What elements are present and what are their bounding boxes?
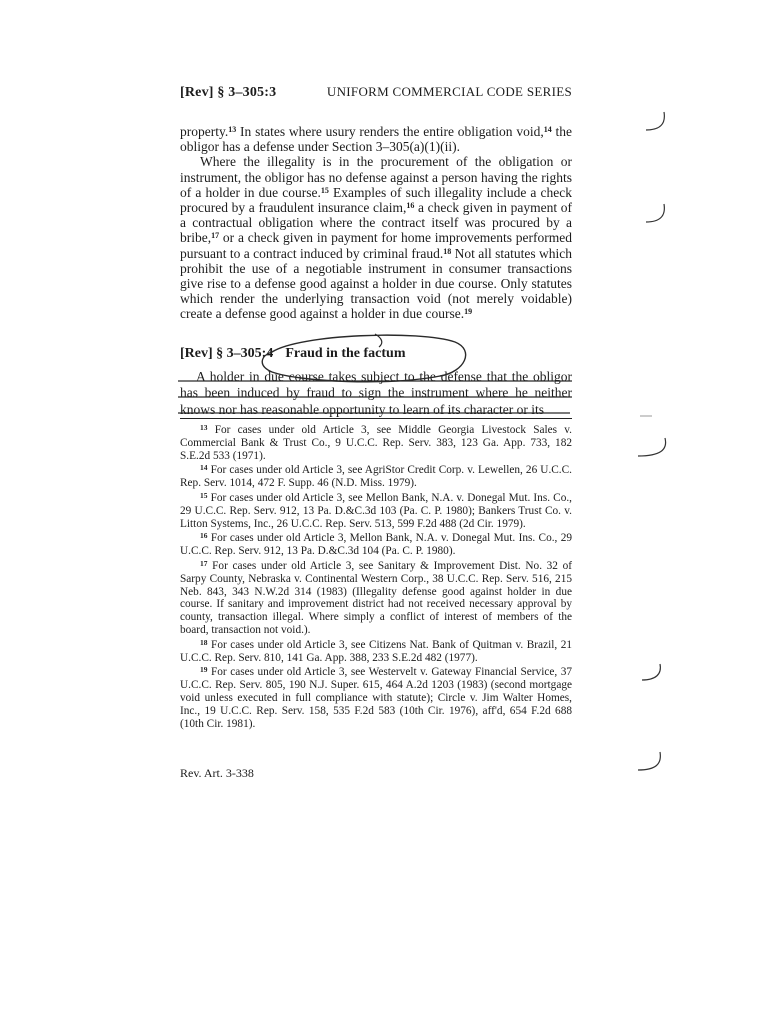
footnote-ref: 18 [443, 246, 452, 256]
footnote [180, 560, 572, 637]
footnote-ref: 14 [543, 125, 552, 134]
footnote-number: 15 [200, 490, 208, 500]
footnote [180, 492, 572, 530]
paragraph [180, 124, 572, 154]
footnote [180, 666, 572, 730]
section-number: [Rev] § 3–305:4 [180, 346, 274, 361]
footnote-ref: 19 [464, 307, 473, 317]
text-run: the obligor has a defense under Section 3–305(a)(1)(ii). [180, 124, 572, 155]
footnote-number: 14 [200, 463, 208, 473]
footnote-text: For cases under old Article 3, see Sanitary & Improvement Dist. No. 32 of Sarpy County, Nebraska v. Continental Western Corp., 38 U.C.C. Rep. Serv. 516, 215 Neb. 843, 343 N.W.2d 314 (1983) (Illegality defense good against holder in due course. If sanitary and improvement district had not received necessary approval by county, transaction illegal. Where simply a conflict of interest of members of the board, transaction not void.). [180, 559, 572, 636]
footnote [180, 532, 572, 558]
section-title: Fraud in the factum [285, 346, 406, 361]
footnote [180, 424, 572, 462]
footnote-number: 19 [200, 665, 208, 675]
footnote-ref: 13 [228, 125, 237, 134]
margin-tick [646, 204, 664, 222]
footnote-text: For cases under old Article 3, see Citizens Nat. Bank of Quitman v. Brazil, 21 U.C.C. Rep. Serv. 810, 141 Ga. App. 388, 233 S.E.2d 482 (1977). [180, 638, 573, 664]
margin-tick [638, 438, 666, 456]
text-run: Where the illegality is in the procurement of the obligation or instrument, the obligor has no defense against a person having the rights of a holder in due course. [180, 154, 572, 200]
footnote-number: 13 [200, 423, 208, 432]
running-header [180, 84, 572, 101]
footnote-text: For cases under old Article 3, see Mellon Bank, N.A. v. Donegal Mut. Ins. Co., 29 U.C.C. Rep. Serv. 912, 13 Pa. D.&C.3d 103 (Pa. C. P. 1980); Bankers Trust Co. v. Litton Systems, Inc., 26 U.C.C. Rep. Serv. 513, 599 F.2d 488 (2d Cir. 1979). [180, 491, 572, 530]
margin-tick [638, 752, 660, 770]
footnotes [180, 424, 572, 732]
footnote-ref: 15 [320, 185, 329, 195]
text-run: or a check given in payment for home improvements performed pursuant to a contract induced by criminal fraud. [180, 230, 572, 261]
text-run: a check given in payment of a contractual obligation where the contract itself was procured by a bribe, [180, 200, 572, 246]
text-run: Examples of such illegality include a check procured by a fraudulent insurance claim, [180, 184, 573, 216]
margin-tick [646, 112, 664, 130]
footnote [180, 639, 572, 665]
margin-tick [642, 664, 660, 680]
footnote-number: 17 [200, 558, 208, 568]
text-run: property. [180, 124, 229, 139]
text-run: Not all statutes which prohibit the use of a negotiable instrument in consumer transactions give rise to a defense good against a holder in due course. Only statutes which render the underlying transaction void (not merely voidable) create a defense good against a holder in due course. [180, 245, 572, 322]
section-heading [180, 346, 572, 362]
footnote [180, 464, 572, 490]
footnote-text: For cases under old Article 3, Mellon Bank, N.A. v. Donegal Mut. Ins. Co., 29 U.C.C. Rep. Serv. 912, 13 Pa. D.&C.3d 104 (Pa. C. P. 1980). [180, 532, 572, 558]
footnote-text: For cases under old Article 3, see AgriStor Credit Corp. v. Lewellen, 26 U.C.C. Rep. Serv. 1014, 472 F. Supp. 46 (N.D. Miss. 1979). [180, 464, 572, 490]
body-text [180, 124, 572, 322]
footnote-ref: 16 [406, 201, 415, 211]
footnote-divider [180, 418, 572, 419]
page-footer: Rev. Art. 3-338 [180, 766, 254, 780]
header-series-title: UNIFORM COMMERCIAL CODE SERIES [326, 84, 572, 99]
footnote-ref: 17 [211, 231, 220, 241]
paragraph [180, 154, 572, 321]
footnote-text: For cases under old Article 3, see Westervelt v. Gateway Financial Service, 37 U.C.C. Rep. Serv. 805, 190 N.J. Super. 615, 464 A.2d 1203 (1983) (second mortgage void unless executed in full compliance with statute); Circle v. Jim Walter Homes, Inc., 19 U.C.C. Rep. Serv. 158, 535 F.2d 583 (10th Cir. 1976), aff'd, 654 F.2d 688 (10th Cir. 1981). [180, 666, 572, 730]
footnote-text: For cases under old Article 3, see Middle Georgia Livestock Sales v. Commercial Bank & Trust Co., 9 U.C.C. Rep. Serv. 383, 123 Ga. App. 733, 182 S.E.2d 533 (1971). [180, 424, 572, 462]
footnote-number: 16 [200, 531, 208, 541]
header-section-number: [Rev] § 3–305:3 [180, 85, 277, 100]
text-run: In states where usury renders the entire obligation void, [236, 124, 544, 139]
section-body-text: A holder in due course takes subject to the defense that the obligor has been induced by fraud to sign the instrument where he neither knows nor has reasonable opportunity to learn of its character or its [180, 369, 572, 417]
footnote-number: 18 [200, 637, 208, 647]
